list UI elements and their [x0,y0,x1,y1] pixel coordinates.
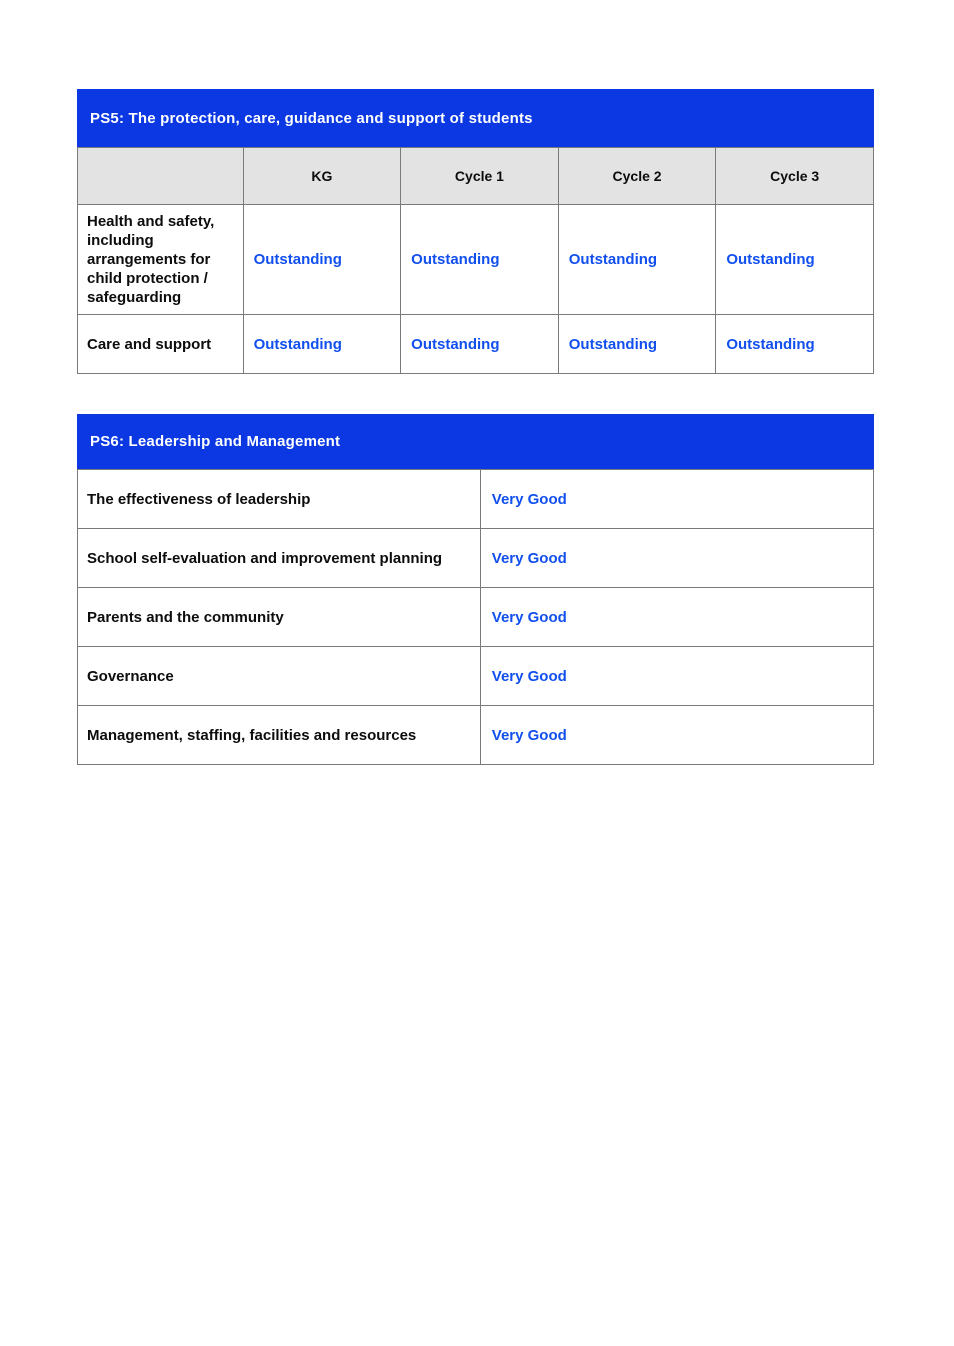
ps6-row2-label: School self-evaluation and improvement planning [78,529,481,588]
ps5-row1-rating-cycle2: Outstanding [558,205,716,315]
ps5-row1-rating-cycle1: Outstanding [401,205,559,315]
table-row [78,315,874,374]
ps5-header-cycle3: Cycle 3 [716,148,874,205]
table-row [78,470,874,529]
table-row [78,588,874,647]
ps6-title-band [77,414,874,469]
report-content [77,89,874,765]
ps6-row4-rating: Very Good [480,647,873,706]
ps6-row3-label: Parents and the community [78,588,481,647]
ps5-header-kg: KG [243,148,401,205]
ps5-row2-rating-cycle2: Outstanding [558,315,716,374]
ps6-row1-rating: Very Good [480,470,873,529]
ps5-header-row [78,148,874,205]
table-row [78,647,874,706]
ps5-row2-rating-kg: Outstanding [243,315,401,374]
ps6-ratings-table [77,469,874,765]
ps5-corner-cell [78,148,244,205]
ps5-header-cycle2: Cycle 2 [558,148,716,205]
ps5-row2-rating-cycle3: Outstanding [716,315,874,374]
ps6-row1-label: The effectiveness of leadership [78,470,481,529]
ps6-row5-rating: Very Good [480,706,873,765]
ps6-row5-label: Management, staffing, facilities and resources [78,706,481,765]
table-row [78,205,874,315]
table-row [78,706,874,765]
section-spacer [77,374,874,414]
table-row [78,529,874,588]
ps6-row4-label: Governance [78,647,481,706]
ps5-row2-rating-cycle1: Outstanding [401,315,559,374]
ps5-title: PS5: The protection, care, guidance and support of students [90,109,533,127]
ps6-row3-rating: Very Good [480,588,873,647]
ps6-row2-rating: Very Good [480,529,873,588]
ps5-title-band [77,89,874,147]
ps5-row2-label: Care and support [78,315,244,374]
ps6-title: PS6: Leadership and Management [90,433,341,450]
ps5-row1-rating-cycle3: Outstanding [716,205,874,315]
ps5-section [77,89,874,374]
ps5-ratings-table [77,147,874,374]
ps5-header-cycle1: Cycle 1 [401,148,559,205]
ps5-row1-rating-kg: Outstanding [243,205,401,315]
ps6-section [77,414,874,765]
ps5-row1-label: Health and safety, including arrangements for child protection / safeguarding [78,205,244,315]
